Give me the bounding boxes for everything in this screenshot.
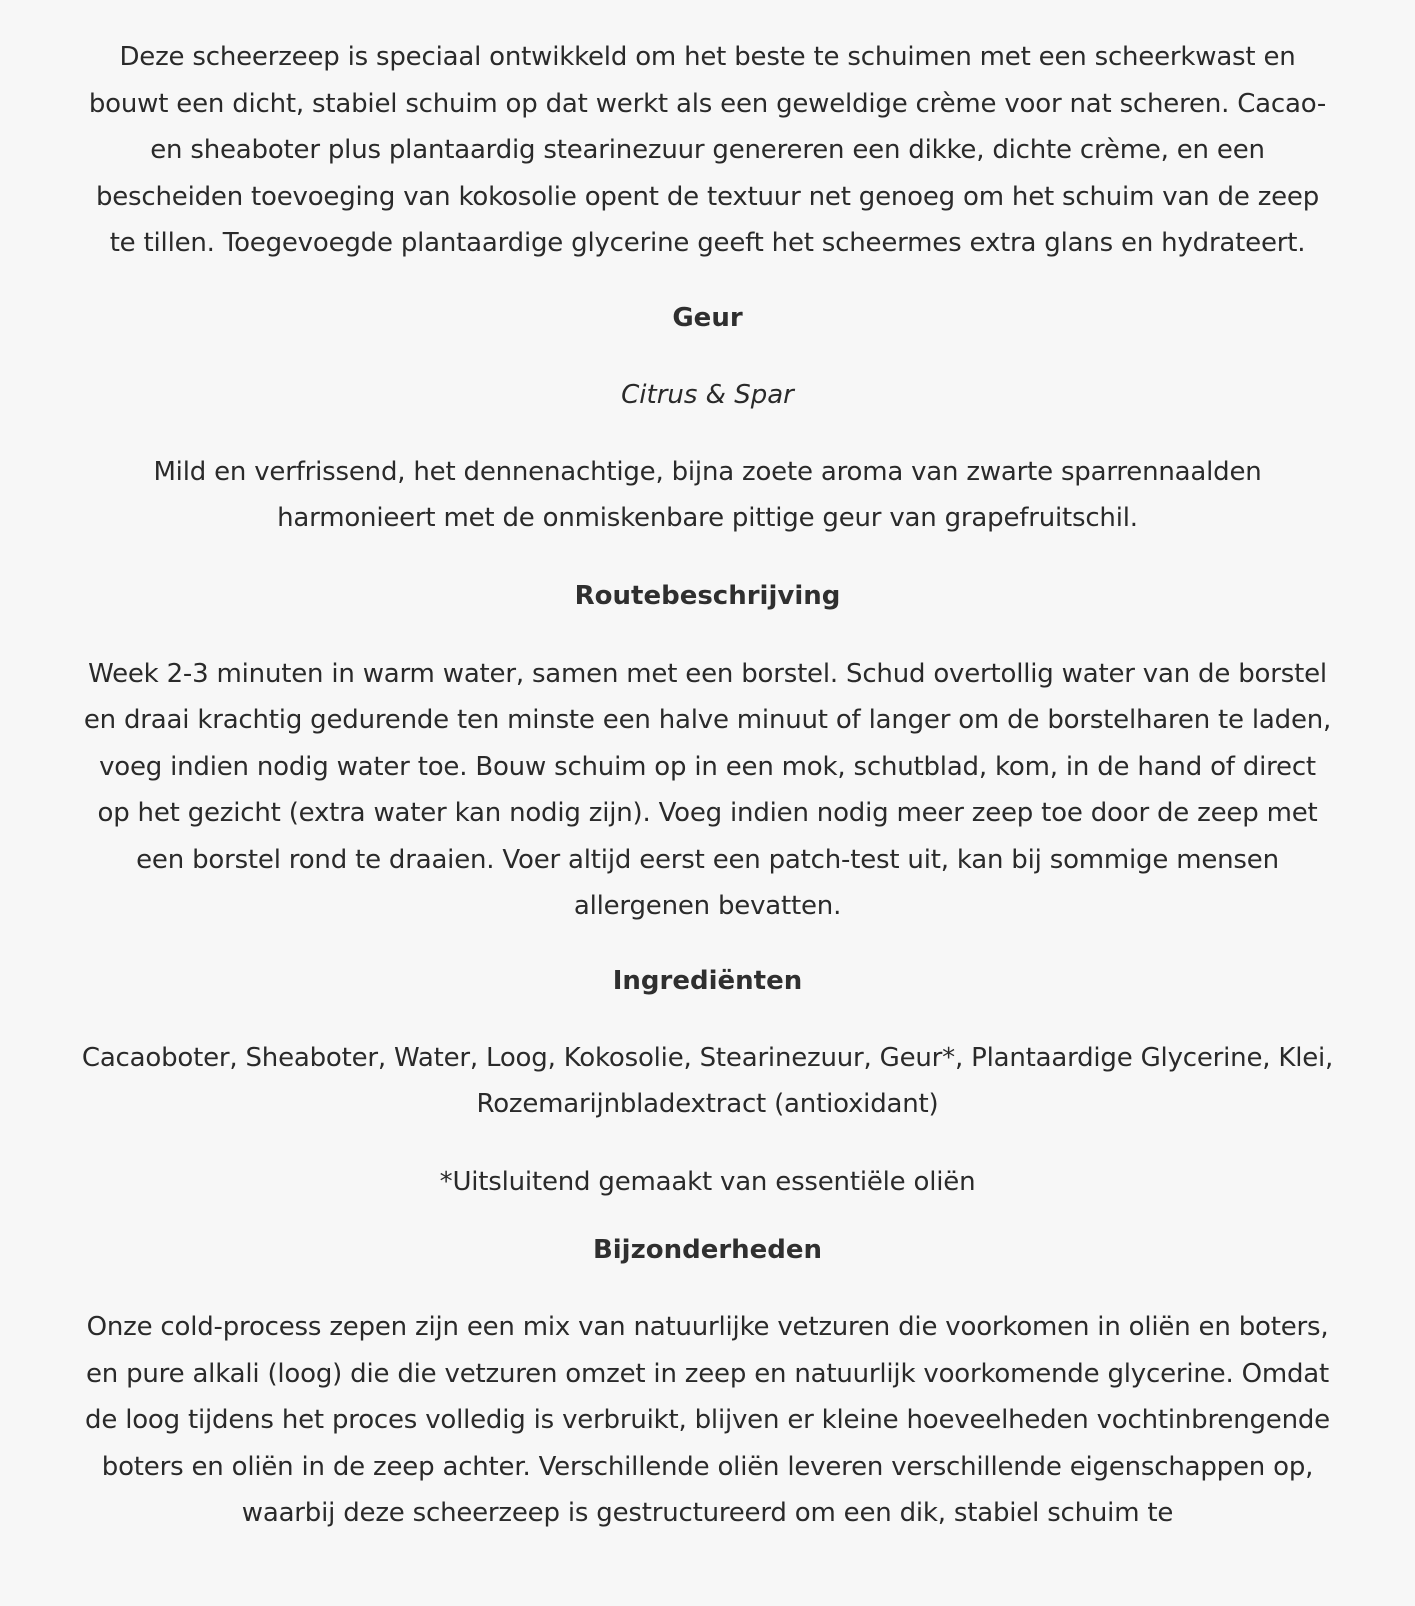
details-paragraph: Onze cold-process zepen zijn een mix van natuurlijke vetzuren die voorkomen in oliën en boters, en pure alkali (loog) die die vetzuren omzet in zeep en natuurlijk voorkomende glycerine. Omdat de loog tijdens het proces volledig is verbruikt, blijven er kleine hoeveelheden vochtinbrengende boters en oliën in de zeep achter. Verschillende oliën leveren verschillende eigenschappen op, waarbij deze scheerzeep is gestructureerd om een dik, stabiel schuim te: [85, 1312, 1330, 1528]
scent-heading: Geur: [672, 302, 743, 333]
ingredients-heading: Ingrediënten: [612, 965, 803, 996]
directions-paragraph: Week 2-3 minuten in warm water, samen met een borstel. Schud overtollig water van de borstel en draai krachtig gedurende ten minste een halve minuut of langer om de borstelharen te laden, voeg indien nodig water toe. Bouw schuim op in een mok, schutblad, kom, in de hand of direct op het gezicht (extra water kan nodig zijn). Voeg indien nodig meer zeep toe door de zeep met een borstel rond te draaien. Voer altijd eerst een patch-test uit, kan bij sommige mensen allergenen bevatten.: [83, 658, 1332, 921]
details-heading: Bijzonderheden: [592, 1235, 823, 1265]
scent-name: Citrus & Spar: [621, 379, 794, 410]
ingredients-list: Cacaoboter, Sheaboter, Water, Loog, Kokosolie, Stearinezuur, Geur*, Plantaardige Glycerine, Klei, Rozemarijnbladextract (antioxidant): [81, 1042, 1334, 1119]
ingredients-footnote: *Uitsluitend gemaakt van essentiële oliën: [439, 1166, 976, 1197]
directions-heading: Routebeschrijving: [574, 580, 841, 611]
scent-description: Mild en verfrissend, het dennenachtige, bijna zoete aroma van zwarte sparrennaalden harmonieert met de onmiskenbare pittige geur van grapefruitschil.: [153, 456, 1262, 533]
intro-paragraph: Deze scheerzeep is speciaal ontwikkeld om het beste te schuimen met een scheerkwast en bouwt een dicht, stabiel schuim op dat werkt als een geweldige crème voor nat scheren. Cacao- en sheaboter plus plantaardig stearinezuur genereren een dikke, dichte crème, en een bescheiden toevoeging van kokosolie opent de textuur net genoeg om het schuim van de zeep te tillen. Toegevoegde plantaardige glycerine geeft het scheermes extra glans en hydrateert.: [88, 42, 1327, 258]
